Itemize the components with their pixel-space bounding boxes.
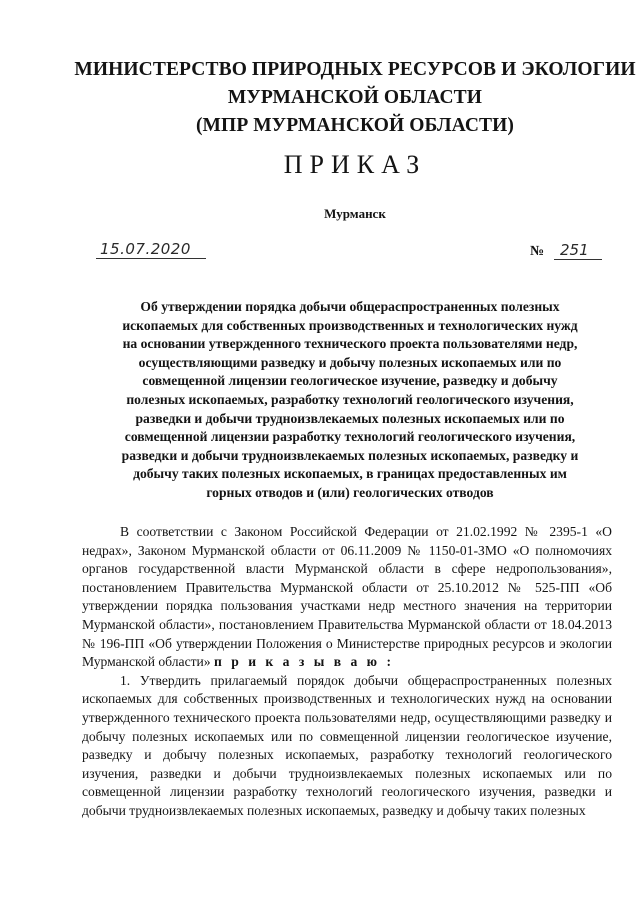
subject-line: совмещенной лицензии геологическое изучение, разведку и добычу [142,373,558,389]
subject-line: ископаемых для собственных производственных и технологических нужд [122,317,578,333]
item-1-paragraph: 1. Утвердить прилагаемый порядок добычи общераспространенных полезных ископаемых для собственных производственных и технологических нужд на основании утвержденного технического проекта пользователями недр, осуществляющими разведку и добычу полезных ископаемых или по совмещенной лицензии геологическое изучение, разведку и добычу полезных ископаемых, разработку технологий геологического изучения, разведки и добычи трудноизвлекаемых полезных ископаемых или по совмещенной лицензии разработку технологий геологического изучения, разведки и добычи трудноизвлекаемых полезных ископаемых, разведку и добычу таких полезных [82,672,612,818]
subject-line: полезных ископаемых, разработку технологий геологического изучения, [126,391,574,407]
date-field [96,236,206,259]
subject-line: на основании утвержденного технического проекта пользователями недр, [122,336,578,352]
preamble-text: В соответствии с Законом Российской Федерации от 21.02.1992 № 2395-1 «О недрах», Законом Мурманской области от 06.11.2009 № 1150-01-ЗМО «О полномочиях органов государственной власти Мурманской области в сфере недропользования», постановлением Правительства Мурманской области от 25.10.2012 № 525-ПП «Об утверждении порядка пользования участками недр местного значения на территории Мурманской области», постановлением Правительства Мурманской области от 18.04.2013 № 196-ПП «Об утверждении Положения о Министерстве природных ресурсов и экологии Мурманской области» [82,524,612,670]
number-underline [554,259,602,260]
subject-line: добычу таких полезных ископаемых, в границах предоставленных им [133,466,567,482]
order-number-field [530,240,602,260]
ministry-header [60,56,640,140]
ministry-line: (МПР МУРМАНСКОЙ ОБЛАСТИ) [195,115,515,136]
preamble-paragraph [82,523,612,672]
subject-line: Об утверждении порядка добычи общераспространенных полезных [140,299,560,314]
subject-line: разведки и добычи трудноизвлекаемых полезных ископаемых или по [135,410,565,426]
order-number-value: 251 [560,241,589,259]
subject-line: горных отводов и (или) геологических отводов [206,484,494,500]
order-word: п р и к а з ы в а ю : [214,654,394,670]
city-label: Мурманск [324,206,386,221]
subject-line: совмещенной лицензии разработку технологий геологического изучения, [124,429,576,445]
order-subject [85,298,615,503]
ministry-line: МИНИСТЕРСТВО ПРИРОДНЫХ РЕСУРСОВ И ЭКОЛОГИИ [74,59,636,80]
subject-line: разведки и добычи трудноизвлекаемых полезных ископаемых, разведку и [121,447,579,463]
ministry-line: МУРМАНСКОЙ ОБЛАСТИ [227,87,483,108]
subject-line: осуществляющими разведку и добычу полезных ископаемых или по [138,354,562,370]
order-body [82,523,612,821]
number-sign: № [530,244,545,259]
document-type-title: ПРИКАЗ [283,150,427,179]
date-value: 15.07.2020 [100,240,191,258]
